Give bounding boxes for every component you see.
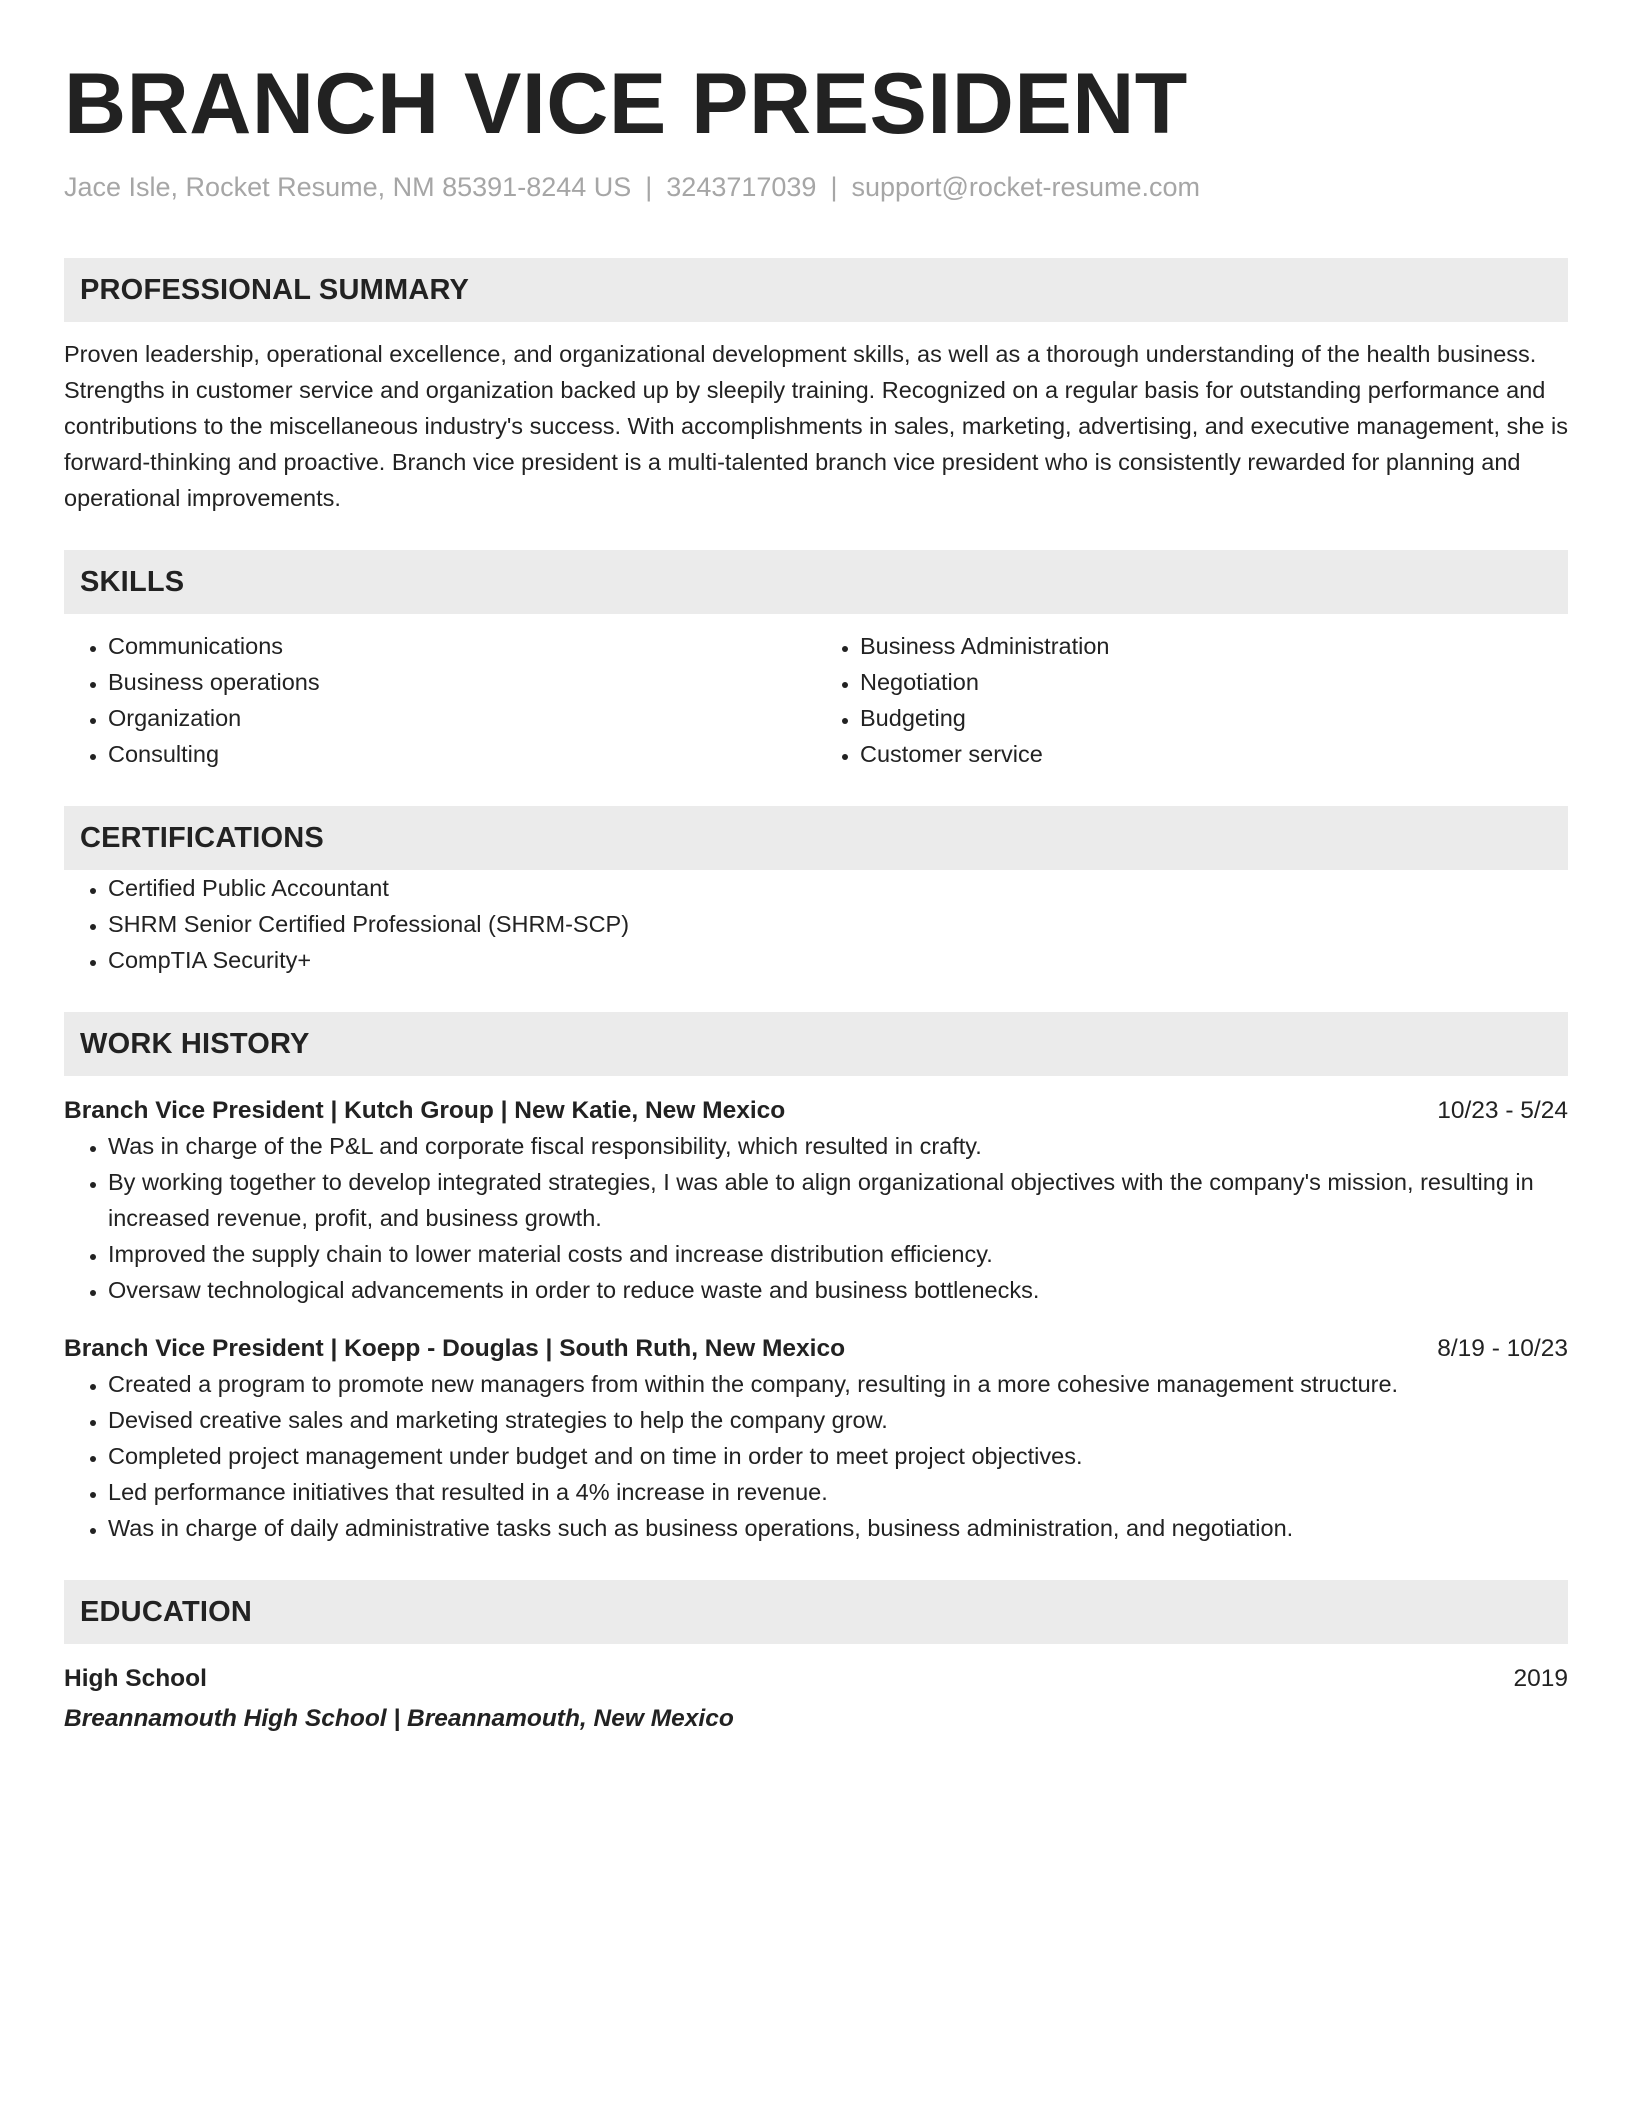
contact-separator: | [830, 172, 838, 202]
job-bullet: • Created a program to promote new managers from within the company, resulting in a more cohesive management structure. [108, 1366, 1568, 1402]
education-school: Breannamouth High School | Breannamouth, New Mexico [64, 1705, 734, 1732]
contact-separator: | [645, 172, 653, 202]
section-heading-education: EDUCATION [64, 1580, 1568, 1644]
skills-column-left [64, 628, 816, 772]
contact-line [64, 170, 1568, 204]
resume-name: BRANCH VICE PRESIDENT [64, 56, 1188, 152]
skills-list [64, 628, 1568, 772]
certifications-list [64, 870, 1568, 978]
contact-email: support@rocket-resume.com [851, 172, 1200, 202]
job-bullet: • Was in charge of the P&L and corporate fiscal responsibility, which resulted in crafty. [108, 1128, 1568, 1164]
section-heading-work-history: WORK HISTORY [64, 1012, 1568, 1076]
job-title: Branch Vice President | Koepp - Douglas | South Ruth, New Mexico [64, 1335, 846, 1362]
section-heading-skills: SKILLS [64, 550, 1568, 614]
skill-item: • Business operations [108, 664, 816, 700]
education-degree: High School [64, 1665, 207, 1692]
job-bullet: • Completed project management under budget and on time in order to meet project objectives. [108, 1438, 1568, 1474]
job-header [64, 1094, 1568, 1128]
skill-item: • Customer service [860, 736, 1568, 772]
job-bullet: • By working together to develop integrated strategies, I was able to align organizational objectives with the company's mission, resulting in increased revenue, profit, and business growth. [108, 1164, 1568, 1236]
skill-item: • Consulting [108, 736, 816, 772]
job-bullet: • Led performance initiatives that resulted in a 4% increase in revenue. [108, 1474, 1568, 1510]
job-header [64, 1332, 1568, 1366]
job-dates: 10/23 - 5/24 [1437, 1097, 1568, 1124]
contact-address: Jace Isle, Rocket Resume, NM 85391-8244 US [64, 172, 632, 202]
job-bullet: • Oversaw technological advancements in order to reduce waste and business bottlenecks. [108, 1272, 1568, 1308]
job-bullet: • Improved the supply chain to lower material costs and increase distribution efficiency. [108, 1236, 1568, 1272]
certification-item: • SHRM Senior Certified Professional (SHRM-SCP) [108, 906, 1568, 942]
summary-text: Proven leadership, operational excellence, and organizational development skills, as well as a thorough understanding of the health business. Strengths in customer service and organization backed up by sleepily training. Recognized on a regular basis for outstanding performance and contributions to the miscellaneous industry's success. With accomplishments in sales, marketing, advertising, and executive management, she is forward-thinking and proactive. Branch vice president is a multi-talented branch vice president who is consistently rewarded for planning and operational improvements. [64, 341, 1568, 511]
job-bullets [64, 1366, 1568, 1546]
skill-item: • Organization [108, 700, 816, 736]
certification-item: • Certified Public Accountant [108, 870, 1568, 906]
contact-phone: 3243717039 [666, 172, 817, 202]
job-title: Branch Vice President | Kutch Group | New Katie, New Mexico [64, 1097, 786, 1124]
job-dates: 8/19 - 10/23 [1437, 1335, 1568, 1362]
section-heading-summary: PROFESSIONAL SUMMARY [64, 258, 1568, 322]
certification-item: • CompTIA Security+ [108, 942, 1568, 978]
skill-item: • Negotiation [860, 664, 1568, 700]
skill-item: • Budgeting [860, 700, 1568, 736]
job-bullet: • Was in charge of daily administrative tasks such as business operations, business administration, and negotiation. [108, 1510, 1568, 1546]
skill-item: • Business Administration [860, 628, 1568, 664]
skills-column-right [816, 628, 1568, 772]
job-bullets [64, 1128, 1568, 1308]
skill-item: • Communications [108, 628, 816, 664]
job-bullet: • Devised creative sales and marketing strategies to help the company grow. [108, 1402, 1568, 1438]
education-year: 2019 [1513, 1665, 1568, 1692]
section-heading-certifications: CERTIFICATIONS [64, 806, 1568, 870]
education-header [64, 1662, 1568, 1696]
